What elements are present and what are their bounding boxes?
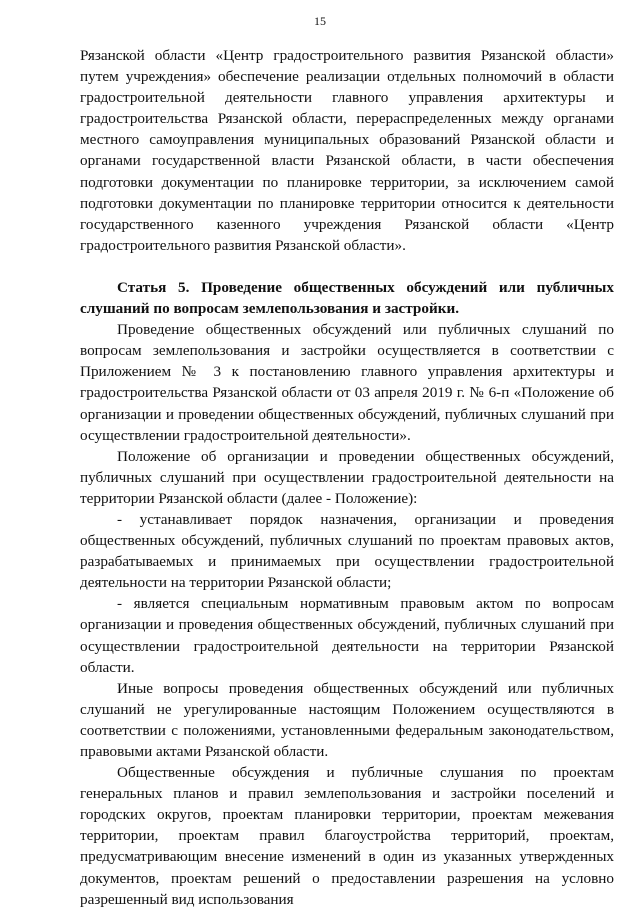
paragraph: Иные вопросы проведения общественных обсуждений или публичных слушаний не урегулированные настоящим Положением осуществляются в соответствии с положениями, установленными федеральным законодательством, правовыми актами Рязанской области. — [80, 679, 614, 760]
paragraph-continuation: Рязанской области «Центр градостроительного развития Рязанской области» путем учреждения» обеспечение реализации отдельных полномочий в области градостроительной деятельности главного управления архитектуры и градостроительства Рязанской области, перераспределенных между органами местного самоуправления муниципальных образований Рязанской области и органами государственной власти Рязанской области, в части обеспечения подготовки документации по планировке территории, за исключением самой подготовки документации по планировке территории относится к деятельности государственного казенного учреждения Рязанской области «Центр градостроительного развития Рязанской области». — [80, 47, 614, 254]
paragraph: Проведение общественных обсуждений или публичных слушаний по вопросам землепользования и застройки осуществляется в соответствии с Приложением № 3 к постановлению главного управления архитектуры и градостроительства Рязанской области от 03 апреля 2019 г. № 6-п «Положение об организации и проведении общественных обсуждений, публичных слушаний при осуществлении градостроительной деятельности». — [80, 321, 614, 444]
list-item: - устанавливает порядок назначения, организации и проведения общественных обсуждений, публичных слушаний по проектам правовых актов, разрабатываемых и принимаемых при осуществлении градостроительной деятельности на территории Рязанской области; — [80, 510, 614, 592]
paragraph: Общественные обсуждения и публичные слушания по проектам генеральных планов и правил землепользования и застройки поселений и городских округов, проектам планировки территории, проектам межевания территории, проектам правил благоустройства территорий, проектам, предусматривающим внесение изменений в один из указанных утвержденных документов, проектам решений о предоставлении разрешения на условно разрешенный вид использования — [80, 764, 614, 908]
page-number: 15 — [314, 14, 326, 28]
document-body — [80, 45, 614, 910]
list-item: - является специальным нормативным правовым актом по вопросам организации и проведения общественных обсуждений, публичных слушаний при осуществлении градостроительной деятельности на территории Рязанской области. — [80, 595, 614, 676]
paragraph: Положение об организации и проведении общественных обсуждений, публичных слушаний при осуществлении градостроительной деятельности на территории Рязанской области (далее - Положение): — [80, 447, 614, 507]
article-heading: Статья 5. Проведение общественных обсуждений или публичных слушаний по вопросам землепользования и застройки. — [80, 278, 614, 318]
